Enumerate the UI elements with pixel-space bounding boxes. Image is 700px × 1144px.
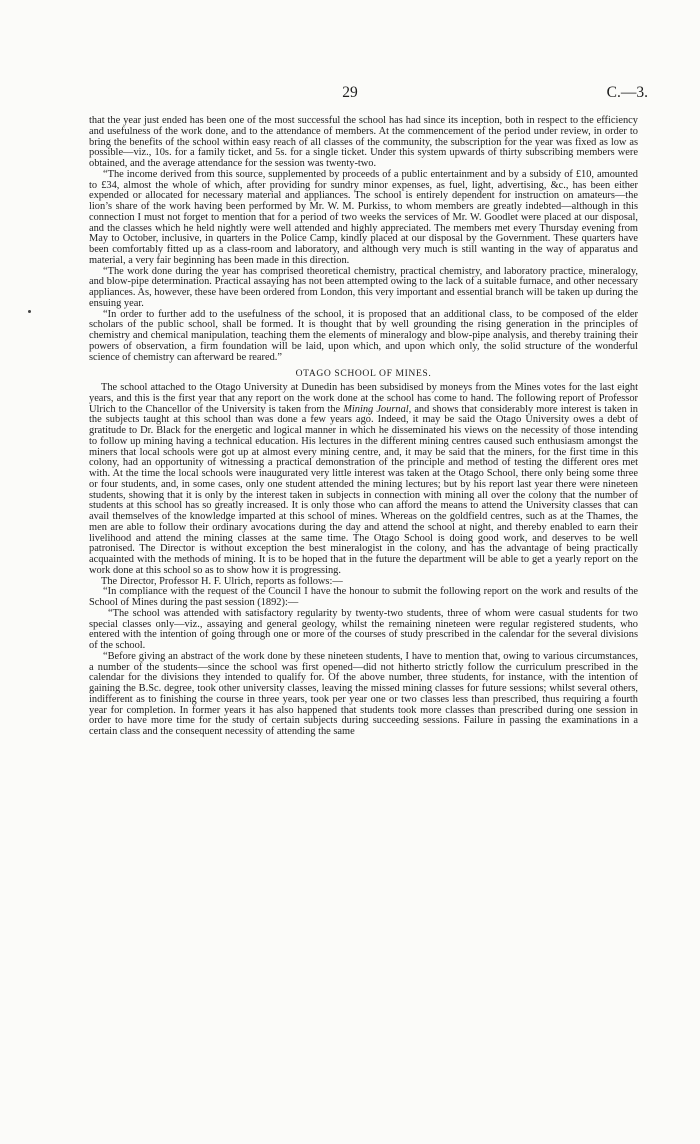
paragraph-compliance: “In compliance with the request of the Council I have the honour to submit the following report on the work and results of the School of Mines during the past session (1892):—: [89, 586, 638, 608]
page-header: [0, 84, 700, 104]
margin-speck: [28, 310, 31, 313]
paragraph-abstract: “Before giving an abstract of the work done by these nineteen students, I have to mention that, owing to various circumstances, a number of the students—since the school was first opened—did not hitherto strictly follow the curriculum prescribed in the calendar for the divisions they intended to qualify for. Of the above number, three students, for instance, with the intention of gaining the B.Sc. degree, took other university classes, leaving the missed mining classes for future sessions; whilst several others, indifferent as to finishing the course in three years, took per year one or two classes less than prescribed, thus requiring a fourth year for completion. In former years it has also happened that students took more classes than prescribed during one session in order to have more time for the study of certain subjects during succeeding sessions. Failure in passing the examinations in a certain class and the consequent necessity of attending the same: [89, 650, 638, 737]
section-heading: OTAGO SCHOOL OF MINES.: [295, 368, 432, 380]
otago-intro-text-b: , and shows that considerably more interest is taken in the subjects taught at this school than was done a few years ago. Indeed, it may be said the Otago University owes a debt of gratitude to Dr. Black for the energetic and logical manner in which he disseminated his views on the necessity of those intending to follow up mining having a technical education. His lectures in the different mining centres caused such enthusiasm amongst the miners that local schools were got up at almost every mining centre, and, it may be said that the miners, for the first time in this colony, had an opportunity of witnessing a practical demonstration of the principle and method of testing the different ores met with. At the time the local schools were inaugurated very little interest was taken at the Otago School, there only being some three or four students, and, in some cases, only one student attended the mining lectures; but by his report last year there were nineteen students, showing that it is only by the interest taken in subjects in connection with mining all over the colony that the number of students at this school has so greatly increased. It is only those who can afford the means to attend the University classes that can avail themselves of the knowledge imparted at this school of mines. Whereas on the goldfield centres, such as at the Thames, the men are able to follow their ordinary avocations during the day and attend the school at night, and thereby enabled to earn their livelihood and attend the mining classes at the same time. The Otago School is doing good work, and deserves to be well patronised. The Director is without exception the best mineralogist in the colony, and has the advantage of being practically acquainted with the methods of mining. It is to be hoped that in the future the department will be able to get a yearly report on the work done at this school so as to show how it is progressing.: [89, 403, 638, 576]
paragraph-additional-class: “In order to further add to the usefulness of the school, it is proposed that an additional class, to be composed of the elder scholars of the public school, shall be formed. It is thought that by well grounding the rising generation in the principles of chemistry and chemical manipulation, teaching them the elements of mineralogy and blow-pipe analysis, and thereby training their powers of observation, a firm foundation will be laid, upon which, and upon which only, the solid structure of the wonderful science of chemistry can afterward be reared.”: [89, 308, 638, 363]
paragraph-attendance: “The school was attended with satisfactory regularity by twenty-two students, three of whom were casual students for two special classes only—viz., assaying and general geology, whilst the remaining nineteen were regular registered students, who entered with the intention of going through one or more of the courses of study prescribed in the calendar for the several divisions of the school.: [89, 607, 638, 651]
paragraph-work-done: “The work done during the year has comprised theoretical chemistry, practical chemistry, and laboratory practice, mineralogy, and blow-pipe determination. Practical assaying has not been attempted owing to the lack of a suitable furnace, and other necessary appliances. As, however, these have been ordered from London, this very important and essential branch will be taken up during the ensuing year.: [89, 265, 638, 309]
journal-title: Mining Journal: [343, 403, 409, 415]
document-reference: C.—3.: [606, 84, 648, 101]
paragraph-income: “The income derived from this source, supplemented by proceeds of a public entertainment and by a subsidy of £10, amounted to £34, almost the whole of which, after providing for sundry minor expenses, as fuel, light, advertising, &c., has been either expended or allocated for necessary material and appliances. The school is entirely dependent for instruction on amateurs—the lion’s share of the work having been performed by Mr. W. M. Purkiss, to whom members are greatly indebted—although in this connection I must not forget to mention that for a period of two weeks the services of Mr. W. Goodlet were placed at our disposal, and the classes which he held nightly were well attended and highly appreciated. The members met every Thursday evening from May to October, inclusive, in quarters in the Police Camp, kindly placed at our disposal by the Government. These quarters have been comfortably fitted up as a class-room and laboratory, and although very much is still wanting in the way of apparatus and material, a very fair beginning has been made in this direction.: [89, 168, 638, 266]
page-number: 29: [342, 84, 358, 101]
page-body: [89, 116, 638, 738]
paragraph-director-reports: The Director, Professor H. F. Ulrich, reports as follows:—: [101, 575, 343, 587]
otago-intro-text-a: The school attached to the Otago University at Dunedin has been subsidised by moneys from the Mines votes for the last eight years, and this is the first year that any report on the work done at the school has come to hand. The following report of Professor Ulrich to the Chancellor of the University is taken from the: [89, 382, 638, 415]
paragraph-continued: that the year just ended has been one of the most successful the school has had since its inception, both in respect to the efficiency and usefulness of the work done, and to the attendance of members. At the commencement of the period under review, in order to bring the benefits of the school within easy reach of all classes of the community, the subscription for the year was fixed as low as possible—viz., 10s. for a family ticket, and 5s. for a single ticket. Under this system upwards of thirty subscribing members were obtained, and the average attendance for the session was twenty-two.: [89, 115, 638, 169]
paragraph-otago-intro: [89, 383, 638, 577]
